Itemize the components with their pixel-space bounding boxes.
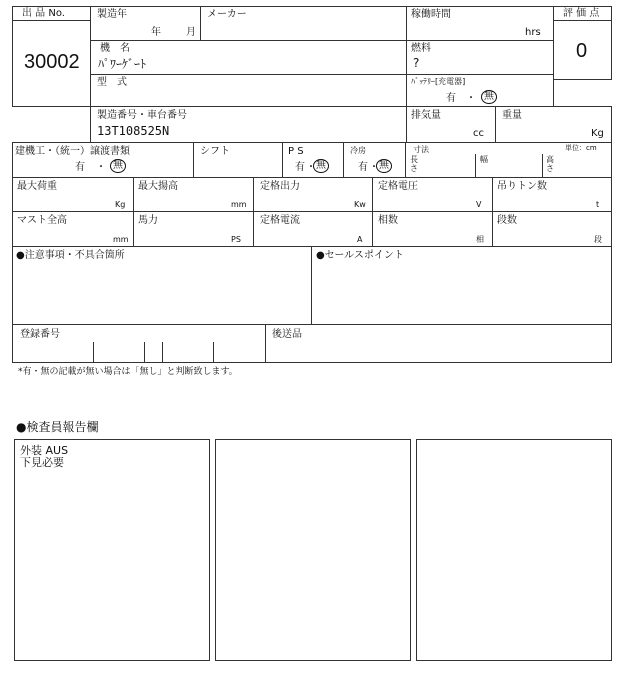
sales-label: ●セールスポイント [316, 250, 404, 261]
battery-no: 無 [481, 90, 497, 104]
max-lift-label: 最大揚高 [138, 181, 178, 192]
weight-unit: Kg [591, 128, 604, 139]
transfer-yes: 有 [75, 162, 85, 173]
rated-output-unit: Kw [354, 200, 366, 209]
current-unit: A [357, 235, 363, 244]
fuel-label: 燃料 [411, 43, 431, 54]
ps-yes: 有 [295, 162, 305, 173]
hours-unit: hrs [525, 27, 541, 38]
rated-voltage-unit: V [476, 200, 482, 209]
ps-label: P S [288, 146, 304, 157]
lot-no-label: 出 品 No. [22, 8, 65, 19]
weight-label: 重量 [502, 110, 522, 121]
ps-no-circled [313, 159, 329, 173]
maker-label: メーカー [207, 9, 247, 20]
rated-output-label: 定格出力 [260, 181, 300, 192]
fuel-value: ? [413, 56, 420, 70]
height-label-1: 高 [546, 155, 554, 164]
battery-label: ﾊﾞｯﾃﾘｰ[充電器] [411, 77, 466, 86]
hours-label: 稼働時間 [411, 9, 451, 20]
length-label-1: 長 [410, 155, 418, 164]
mast-unit: mm [113, 235, 129, 244]
inspector-box-3 [416, 439, 612, 661]
max-load-label: 最大荷重 [17, 181, 57, 192]
displacement-unit: cc [473, 128, 484, 139]
displacement-label: 排気量 [411, 110, 441, 121]
footnote: *有・無の記載が無い場合は「無し」と判断致します。 [18, 367, 238, 377]
mast-label: マスト全高 [17, 215, 67, 226]
cooler-label: 冷房 [350, 146, 366, 155]
hp-unit: PS [231, 235, 241, 244]
unit-label: 単位：cm [565, 144, 597, 152]
inspector-note-line-2: 下見必要 [20, 456, 64, 469]
inspector-box-1 [14, 439, 210, 661]
stage-unit: 段 [594, 235, 602, 244]
registration-box [12, 324, 612, 363]
cooler-no: 無 [376, 159, 392, 173]
serial-label: 製造番号・車台番号 [97, 110, 187, 121]
height-label-2: さ [546, 164, 554, 173]
month-suffix: 月 [186, 27, 196, 38]
current-label: 定格電流 [260, 215, 300, 226]
inspector-box-2 [215, 439, 411, 661]
caution-label: ●注意事項・不具合箇所 [16, 250, 125, 261]
cooler-sep: ・ [369, 162, 379, 173]
phase-unit: 相 [476, 235, 484, 244]
hp-label: 馬力 [138, 215, 158, 226]
stage-label: 段数 [497, 215, 517, 226]
cooler-no-circled [376, 159, 392, 173]
serial-value: 13T108525N [97, 124, 170, 138]
inspector-note-line-1: 外装 AUS [20, 444, 69, 457]
transfer-no-circled [110, 159, 126, 173]
crane-label: 吊りトン数 [497, 181, 547, 192]
after-shipment-label: 後送品 [272, 329, 302, 340]
cooler-yes: 有 [358, 162, 368, 173]
ps-no: 無 [313, 159, 329, 173]
rating-value: 0 [576, 40, 588, 62]
width-label: 幅 [480, 155, 488, 164]
inspector-title: ●検査員報告欄 [16, 420, 99, 434]
battery-sep: ・ [466, 93, 476, 104]
max-load-unit: Kg [115, 200, 126, 209]
max-lift-unit: mm [231, 200, 247, 209]
type-label: 型 式 [97, 77, 127, 88]
rated-voltage-label: 定格電圧 [378, 181, 418, 192]
registration-label: 登録番号 [20, 329, 60, 340]
transfer-label: 建機工・（統一）譲渡書類 [15, 146, 130, 157]
dim-label: 寸法 [413, 145, 429, 154]
transfer-no: 無 [110, 159, 126, 173]
length-label-2: さ [410, 164, 418, 173]
mfg-year-label: 製造年 [97, 9, 127, 20]
battery-yes: 有 [446, 93, 456, 104]
model-label: 機 名 [100, 43, 130, 54]
rating-label: 評 価 点 [563, 8, 600, 19]
phase-label: 相数 [378, 215, 398, 226]
year-suffix: 年 [151, 27, 161, 38]
battery-no-circled [481, 90, 497, 104]
row3-box [12, 211, 612, 247]
crane-unit: t [596, 200, 600, 209]
model-value: ﾊﾟﾜｰｹﾞｰﾄ [98, 57, 147, 71]
transfer-sep: ・ [96, 162, 106, 173]
lot-no-value: 30002 [24, 51, 80, 73]
shift-label: シフト [200, 146, 230, 157]
ps-sep: ・ [306, 162, 316, 173]
